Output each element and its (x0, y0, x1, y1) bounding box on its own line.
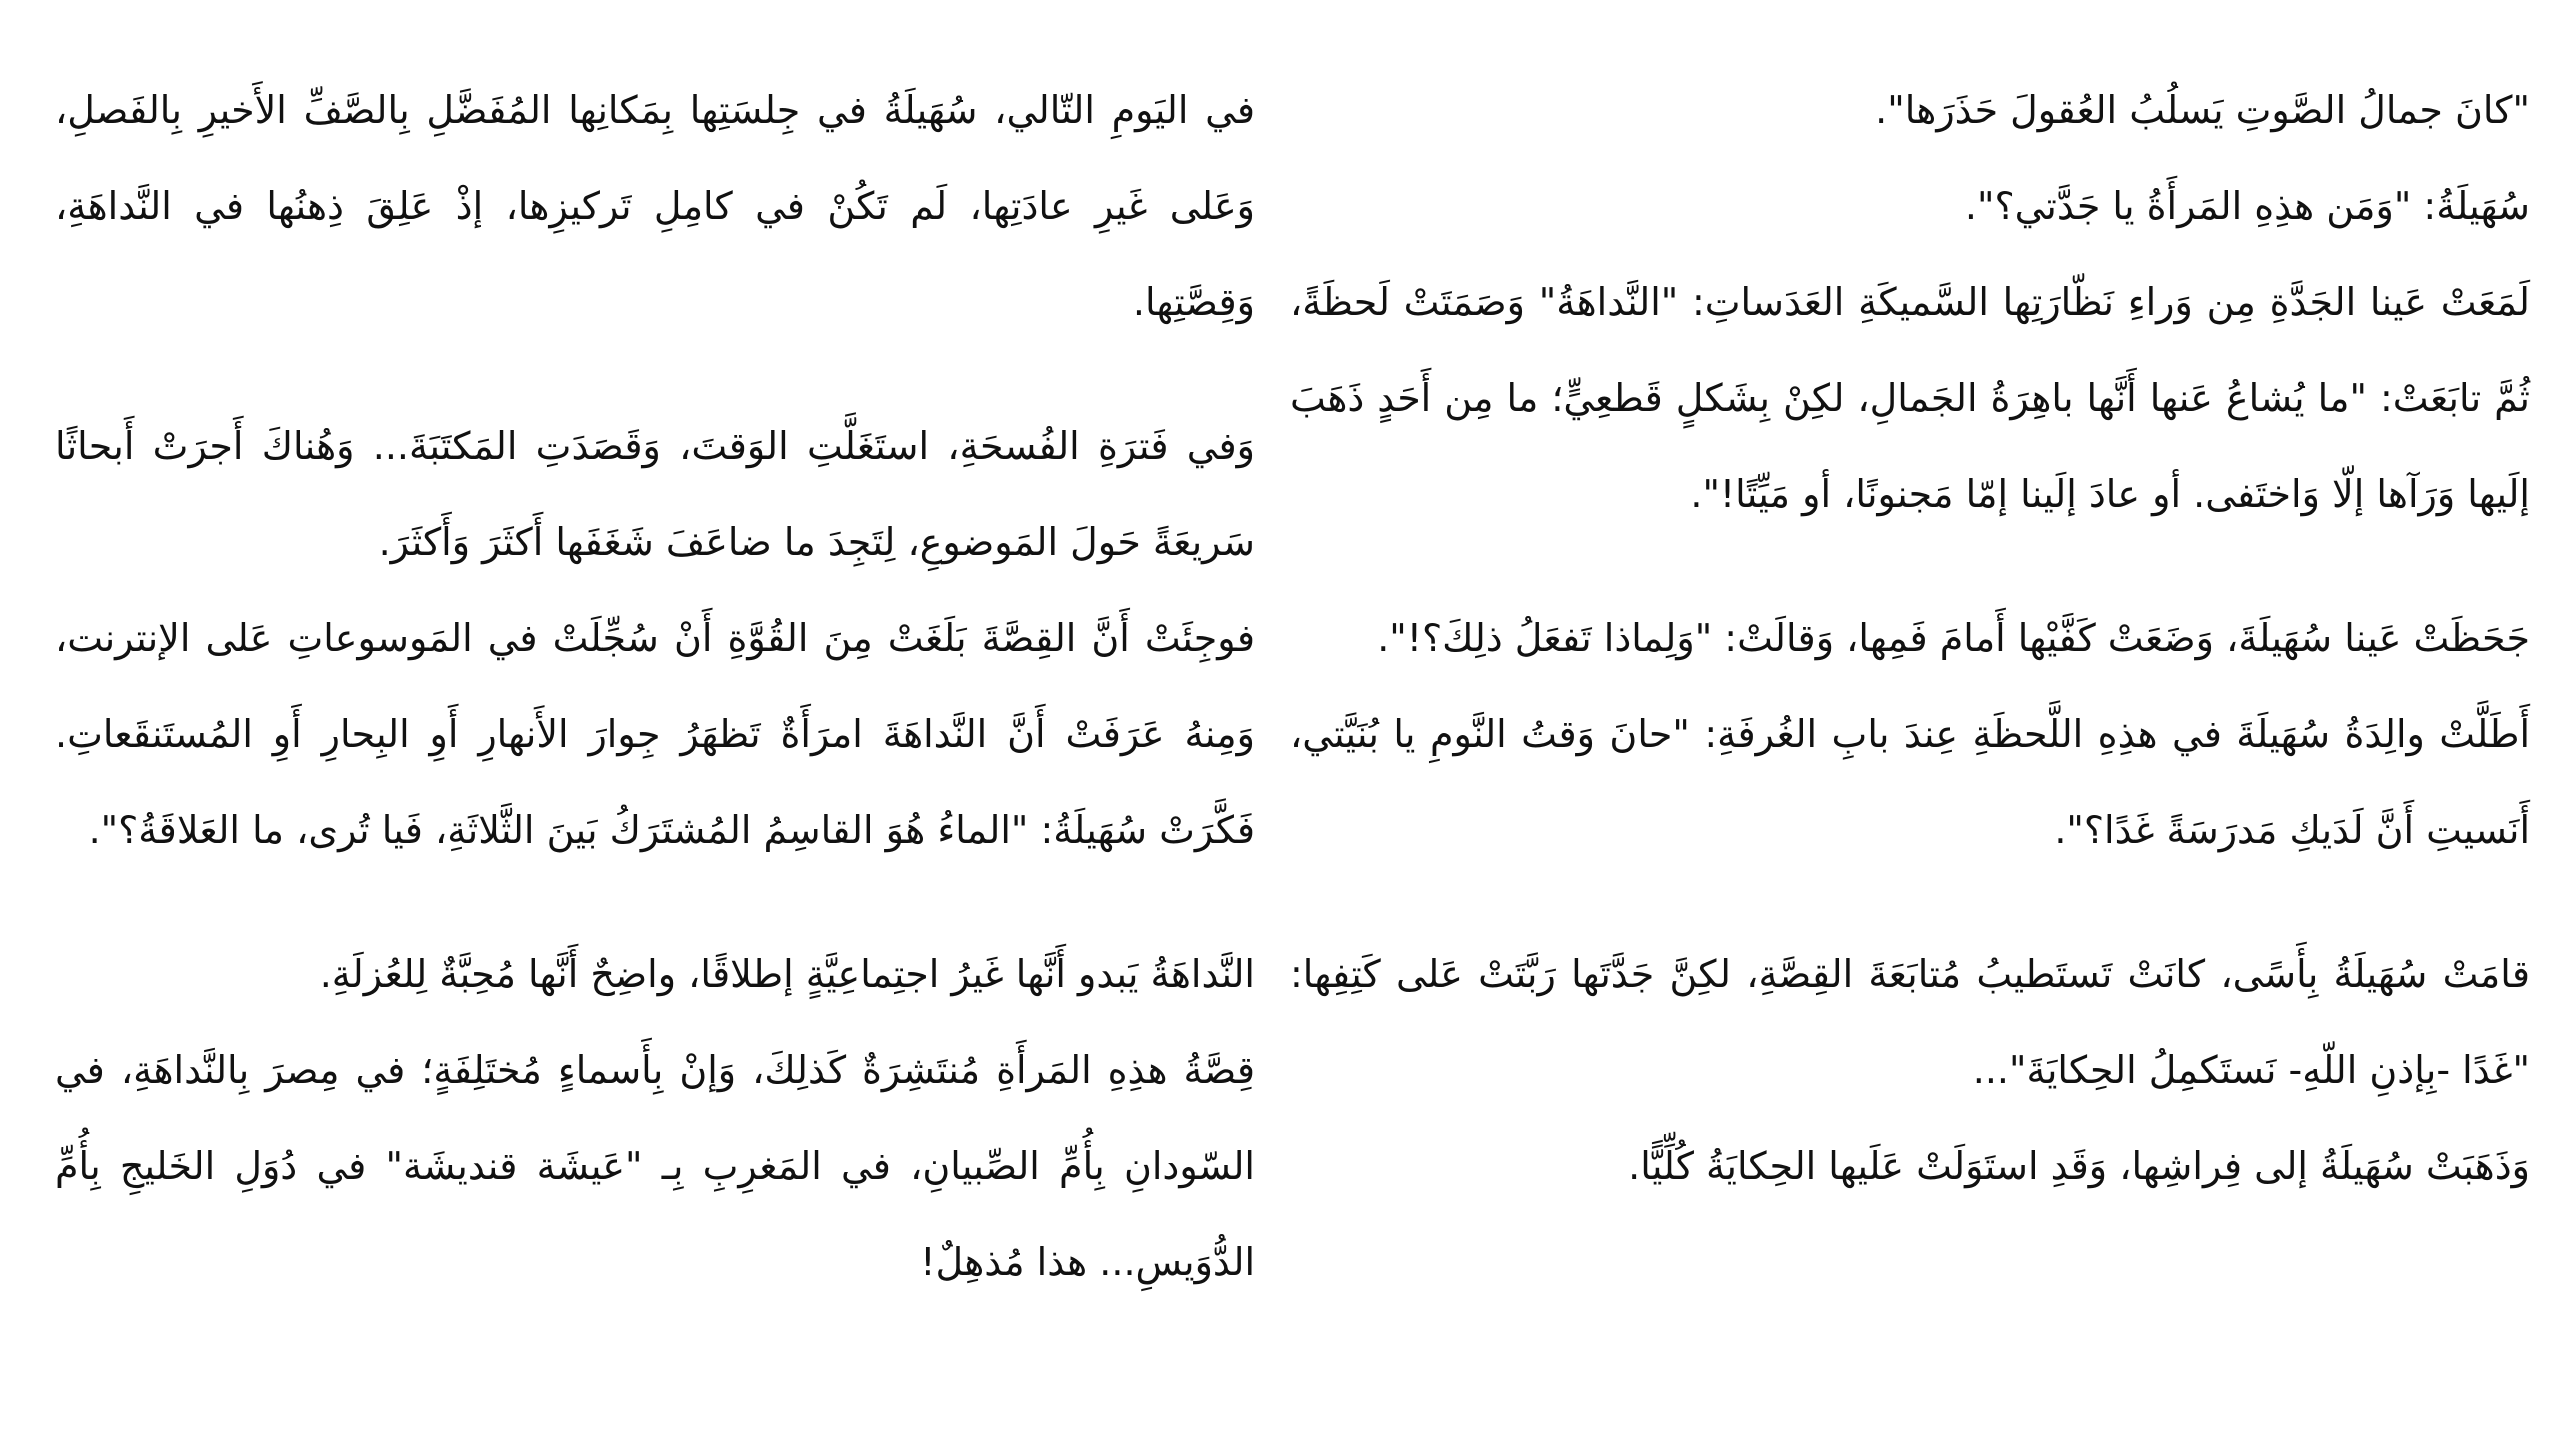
left-text-column (55, 62, 1255, 1310)
paragraph: سُهَيلَةُ: "وَمَن هذِهِ المَرأَةُ يا جَدَّتي؟". (1964, 184, 2530, 228)
paragraph: وَذَهَبَتْ سُهَيلَةُ إلى فِراشِها، وَقَدِ استَوَلَتْ عَلَيها الحِكايَةُ كُلِّيًّا. (1628, 1144, 2530, 1188)
paragraph: لَمَعَتْ عَينا الجَدَّةِ مِن وَراءِ نَظّارَتِها السَّميكَةِ العَدَساتِ: "النَّداهَةُ" وَصَمَتَتْ لَحظَةً، ثُمَّ تابَعَتْ: "ما يُشاعُ عَنها أَنَّها باهِرَةُ الجَمالِ، لكِنْ بِشَكلٍ قَطعِيٍّ؛ ما مِن أَحَدٍ ذَهَبَ إلَيها وَرَآها إلّا وَاختَفى. أو عادَ إلَينا إمّا مَجنونًا، أو مَيِّتًا!". (1290, 280, 2530, 516)
paragraph: النَّداهَةُ يَبدو أَنَّها غَيرُ اجتِماعِيَّةٍ إطلاقًا، واضِحٌ أَنَّها مُحِبَّةٌ لِلعُزلَةِ. (319, 952, 1255, 996)
paragraph: قامَتْ سُهَيلَةُ بِأَسًى، كانَتْ تَستَطيبُ مُتابَعَةَ القِصَّةِ، لكِنَّ جَدَّتَها رَبَّتَتْ عَلى كَتِفِها: "غَدًا -بِإذنِ اللّهِ- نَستَكمِلُ الحِكايَةَ"... (1290, 952, 2530, 1092)
paragraph: أَطَلَّتْ والِدَةُ سُهَيلَةَ في هذِهِ اللَّحظَةِ عِندَ بابِ الغُرفَةِ: "حانَ وَقتُ النَّومِ يا بُنَيَّتي، أَنَسيتِ أَنَّ لَدَيكِ مَدرَسَةً غَدًا؟". (1290, 712, 2530, 852)
paragraph: فوجِئَتْ أَنَّ القِصَّةَ بَلَغَتْ مِنَ القُوَّةِ أَنْ سُجِّلَتْ في المَوسوعاتِ عَلى الإنترنت، وَمِنهُ عَرَفَتْ أَنَّ النَّداهَةَ امرَأَةٌ تَظهَرُ جِوارَ الأَنهارِ أَوِ البِحارِ أَوِ المُستَنقَعاتِ. فَكَّرَتْ سُهَيلَةُ: "الماءُ هُوَ القاسِمُ المُشتَرَكُ بَينَ الثَّلاثَةِ، فَيا تُرى، ما العَلاقَةُ؟". (55, 616, 1255, 852)
paragraph: في اليَومِ التّالي، سُهَيلَةُ في جِلسَتِها بِمَكانِها المُفَضَّلِ بِالصَّفِّ الأَخيرِ بِالفَصلِ، وَعَلى غَيرِ عادَتِها، لَم تَكُنْ في كامِلِ تَركيزِها، إذْ عَلِقَ ذِهنُها في النَّداهَةِ، وَقِصَّتِها. (55, 88, 1255, 324)
paragraph: وَفي فَترَةِ الفُسحَةِ، استَغَلَّتِ الوَقتَ، وَقَصَدَتِ المَكتَبَةَ... وَهُناكَ أَجرَتْ أَبحاثًا سَريعَةً حَولَ المَوضوعِ، لِتَجِدَ ما ضاعَفَ شَغَفَها أَكثَرَ وَأَكثَرَ. (55, 424, 1255, 564)
paragraph: "كانَ جمالُ الصَّوتِ يَسلُبُ العُقولَ حَذَرَها". (1875, 88, 2530, 132)
right-text-column (1290, 62, 2530, 1214)
paragraph: جَحَظَتْ عَينا سُهَيلَةَ، وَضَعَتْ كَفَّيْها أَمامَ فَمِها، وَقالَتْ: "وَلِماذا تَفعَلُ ذلِكَ؟!". (1377, 616, 2530, 660)
paragraph: قِصَّةُ هذِهِ المَرأَةِ مُنتَشِرَةٌ كَذلِكَ، وَإنْ بِأَسماءٍ مُختَلِفَةٍ؛ في مِصرَ بِالنَّداهَةِ، في السّودانِ بِأُمِّ الصِّبيانِ، في المَغرِبِ بِـ "عَيشَة قنديشَة" في دُوَلِ الخَليجِ بِأُمِّ الدُّوَيسِ... هذا مُذهِلٌ! (55, 1048, 1255, 1284)
